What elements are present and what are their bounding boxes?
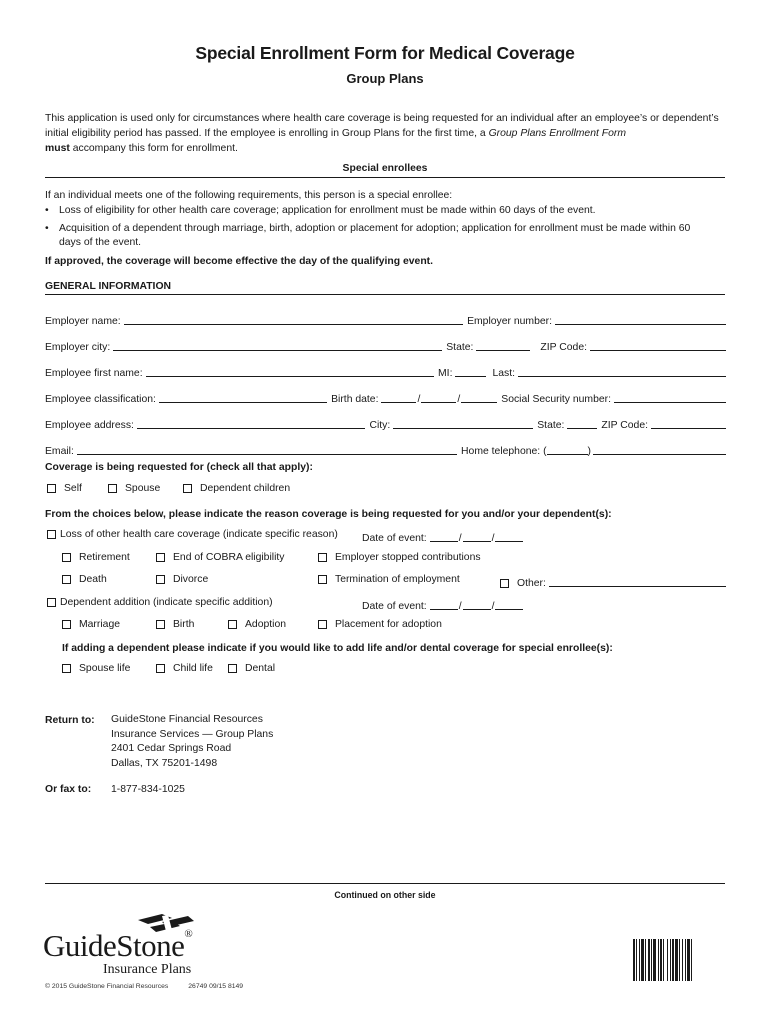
- dependent-year-field[interactable]: [495, 598, 523, 610]
- date-of-event-label: Date of event:: [362, 533, 427, 544]
- checkbox-marriage[interactable]: [62, 619, 120, 630]
- state-label: State:: [537, 420, 565, 431]
- checkbox-adoption[interactable]: [228, 619, 286, 630]
- bullet-acquisition-text: Acquisition of a dependent through marriage, birth, adoption or placement for adoption; application for enrollment must be made within 60: [59, 223, 691, 234]
- first-name-field[interactable]: [146, 365, 434, 377]
- employer-number-label: Employer number:: [467, 316, 552, 327]
- zip-field[interactable]: [651, 417, 726, 429]
- email-field[interactable]: [77, 443, 457, 455]
- employer-city-field[interactable]: [113, 339, 442, 351]
- special-enrollees-lead: If an individual meets one of the following requirements, this person is a special enrollee:: [45, 190, 453, 201]
- zip-label: ZIP Code:: [601, 420, 648, 431]
- intro-paragraph: [45, 111, 735, 156]
- checkbox-dental[interactable]: [228, 663, 275, 674]
- employer-stopped-label: Employer stopped contributions: [335, 552, 481, 563]
- return-line-3: 2401 Cedar Springs Road: [111, 743, 232, 754]
- other-label: Other:: [517, 578, 546, 589]
- mi-label: MI:: [438, 368, 453, 379]
- mi-field[interactable]: [455, 365, 486, 377]
- checkbox-employer-stopped[interactable]: [318, 552, 481, 563]
- checkbox-end-cobra[interactable]: [156, 552, 284, 563]
- row-classification: [45, 389, 726, 405]
- row-employee-name: [45, 363, 726, 379]
- loss-year-field[interactable]: [495, 530, 523, 542]
- spouse-life-label: Spouse life: [79, 663, 131, 674]
- marriage-label: Marriage: [79, 619, 120, 630]
- city-field[interactable]: [393, 417, 533, 429]
- checkbox-icon[interactable]: [500, 579, 509, 588]
- classification-label: Employee classification:: [45, 394, 156, 405]
- checkbox-other[interactable]: [500, 578, 549, 589]
- date-slash: /: [458, 601, 462, 612]
- checkbox-spouse-life[interactable]: [62, 663, 130, 674]
- ssn-field[interactable]: [614, 391, 726, 403]
- date-slash: /: [491, 601, 495, 612]
- row-address: [45, 415, 726, 431]
- paren-close: ): [587, 446, 591, 457]
- fax-number: 1-877-834-1025: [111, 784, 185, 795]
- checkbox-child-life[interactable]: [156, 663, 213, 674]
- employer-number-field[interactable]: [555, 313, 726, 325]
- checkbox-icon[interactable]: [156, 575, 165, 584]
- birth-year-field[interactable]: [461, 391, 497, 403]
- placement-label: Placement for adoption: [335, 619, 442, 630]
- footer-divider: [45, 883, 725, 884]
- checkbox-icon[interactable]: [62, 553, 71, 562]
- employer-zip-field[interactable]: [590, 339, 726, 351]
- checkbox-spouse[interactable]: [108, 483, 160, 494]
- loss-month-field[interactable]: [430, 530, 458, 542]
- zip-label: ZIP Code:: [540, 342, 587, 353]
- checkbox-icon[interactable]: [108, 484, 117, 493]
- checkbox-icon[interactable]: [47, 598, 56, 607]
- special-enrollees-heading: Special enrollees: [342, 163, 428, 174]
- checkbox-divorce[interactable]: [156, 574, 208, 585]
- return-line-2: Insurance Services — Group Plans: [111, 728, 274, 740]
- checkbox-icon[interactable]: [156, 664, 165, 673]
- copyright-text: © 2015 GuideStone Financial Resources: [45, 983, 169, 990]
- home-phone-field[interactable]: [593, 443, 726, 455]
- date-slash: /: [457, 394, 461, 405]
- general-info-heading: GENERAL INFORMATION: [45, 281, 172, 292]
- checkbox-death[interactable]: [62, 574, 107, 585]
- child-life-label: Child life: [173, 663, 213, 674]
- bullet-acquisition-text-cont: days of the event.: [59, 237, 142, 248]
- dependent-option-label: Dependent addition (indicate specific addition): [60, 597, 273, 608]
- area-code-field[interactable]: [547, 443, 588, 455]
- checkbox-self[interactable]: [47, 483, 82, 494]
- checkbox-termination[interactable]: [318, 574, 460, 585]
- checkbox-icon[interactable]: [47, 530, 56, 539]
- loss-day-field[interactable]: [463, 530, 491, 542]
- birth-month-field[interactable]: [381, 391, 416, 403]
- checkbox-icon[interactable]: [62, 620, 71, 629]
- logo-name: GuideStone: [43, 928, 185, 963]
- logo-wordmark: [43, 928, 192, 964]
- divider: [45, 177, 725, 178]
- intro-form-name: Group Plans Enrollment Form: [488, 128, 626, 139]
- checkbox-icon[interactable]: [183, 484, 192, 493]
- return-line-1: GuideStone Financial Resources: [111, 714, 263, 725]
- ssn-label: Social Security number:: [501, 394, 611, 405]
- fax-label: Or fax to:: [45, 784, 92, 795]
- employer-state-field[interactable]: [476, 339, 530, 351]
- date-slash: /: [417, 394, 421, 405]
- state-field[interactable]: [567, 417, 597, 429]
- bullet-loss-text: Loss of eligibility for other health care coverage; application for enrollment must be made within 60 days of the event.: [59, 205, 596, 216]
- classification-field[interactable]: [159, 391, 327, 403]
- checkbox-icon[interactable]: [156, 553, 165, 562]
- logo-subtitle: Insurance Plans: [103, 962, 192, 977]
- divorce-label: Divorce: [173, 574, 209, 585]
- employer-city-label: Employer city:: [45, 342, 111, 353]
- last-name-field[interactable]: [518, 365, 726, 377]
- date-slash: /: [458, 533, 462, 544]
- other-field[interactable]: [549, 575, 726, 587]
- checkbox-birth[interactable]: [156, 619, 194, 630]
- continued-note: Continued on other side: [334, 890, 436, 900]
- checkbox-loss-of-coverage[interactable]: [47, 529, 338, 540]
- checkbox-icon[interactable]: [228, 664, 237, 673]
- other-row: [500, 573, 726, 589]
- birth-day-field[interactable]: [421, 391, 456, 403]
- reason-heading: From the choices below, please indicate the reason coverage is being requested for you and/or your dependent(s):: [45, 509, 612, 520]
- checkbox-placement[interactable]: [318, 619, 442, 630]
- last-name-label: Last:: [492, 368, 515, 379]
- address-label: Employee address:: [45, 420, 134, 431]
- coverage-heading: Coverage is being requested for (check all that apply):: [45, 462, 313, 473]
- dependent-month-field[interactable]: [430, 598, 458, 610]
- bullet-acquisition: [45, 221, 735, 236]
- intro-must: must: [45, 143, 70, 154]
- copyright-line: [45, 983, 243, 990]
- row-email: [45, 441, 726, 457]
- state-label: State:: [446, 342, 474, 353]
- return-label: Return to:: [45, 715, 95, 726]
- termination-label: Termination of employment: [335, 574, 460, 585]
- life-dental-heading: If adding a dependent please indicate if you would like to add life and/or dental coverage for special enrollee(s):: [62, 643, 613, 654]
- city-label: City:: [369, 420, 391, 431]
- return-address: [111, 713, 273, 771]
- barcode-icon: [633, 939, 727, 981]
- checkbox-icon[interactable]: [228, 620, 237, 629]
- dependent-day-field[interactable]: [463, 598, 491, 610]
- employer-name-label: Employer name:: [45, 316, 121, 327]
- end-cobra-label: End of COBRA eligibility: [173, 552, 285, 563]
- checkbox-dependent-addition[interactable]: [47, 597, 273, 608]
- page-subtitle: Group Plans: [346, 71, 424, 86]
- logo-registered-mark: ®: [184, 928, 193, 940]
- loss-date-row: [362, 528, 526, 544]
- checkbox-spouse-label: Spouse: [125, 483, 161, 494]
- page-title: Special Enrollment Form for Medical Coverage: [195, 43, 575, 63]
- first-name-label: Employee first name:: [45, 368, 143, 379]
- intro-text-end: accompany this form for enrollment.: [69, 143, 238, 154]
- checkbox-icon[interactable]: [62, 664, 71, 673]
- email-label: Email:: [45, 446, 74, 457]
- birth-label: Birth: [173, 619, 195, 630]
- home-phone-label: Home telephone: (: [461, 446, 547, 457]
- checkbox-icon[interactable]: [62, 575, 71, 584]
- return-line-4: Dallas, TX 75201-1498: [111, 757, 218, 769]
- bullet-dot: •: [45, 223, 49, 234]
- death-label: Death: [79, 574, 107, 585]
- checkbox-icon[interactable]: [318, 575, 327, 584]
- birth-date-label: Birth date:: [331, 394, 379, 405]
- checkbox-dependents-label: Dependent children: [200, 483, 291, 494]
- intro-text: This application is used only for circumstances where health care coverage is being requested for an individual after an employee’s or dependent’s initial eligibility period has passed. If the employee is enrolling in Group Plans for the first time, a: [45, 113, 719, 139]
- checkbox-icon[interactable]: [318, 620, 327, 629]
- checkbox-self-label: Self: [64, 483, 82, 494]
- loss-option-label: Loss of other health care coverage (indicate specific reason): [60, 529, 338, 540]
- bullet-loss: [45, 203, 735, 218]
- date-slash: /: [491, 533, 495, 544]
- adoption-label: Adoption: [245, 619, 287, 630]
- row-employer-city: [45, 337, 726, 353]
- checkbox-icon[interactable]: [318, 553, 327, 562]
- form-code: 26749 09/15 8149: [188, 983, 244, 990]
- retirement-label: Retirement: [79, 552, 130, 563]
- checkbox-retirement[interactable]: [62, 552, 130, 563]
- row-employer: [45, 311, 726, 327]
- checkbox-dependent-children[interactable]: [183, 483, 290, 494]
- checkbox-icon[interactable]: [156, 620, 165, 629]
- address-field[interactable]: [137, 417, 366, 429]
- employer-name-field[interactable]: [124, 313, 463, 325]
- divider: [45, 294, 725, 295]
- dental-label: Dental: [245, 663, 276, 674]
- date-of-event-label: Date of event:: [362, 601, 427, 612]
- checkbox-icon[interactable]: [47, 484, 56, 493]
- dependent-date-row: [362, 596, 526, 612]
- bullet-dot: •: [45, 205, 49, 216]
- effective-note: If approved, the coverage will become effective the day of the qualifying event.: [45, 256, 434, 267]
